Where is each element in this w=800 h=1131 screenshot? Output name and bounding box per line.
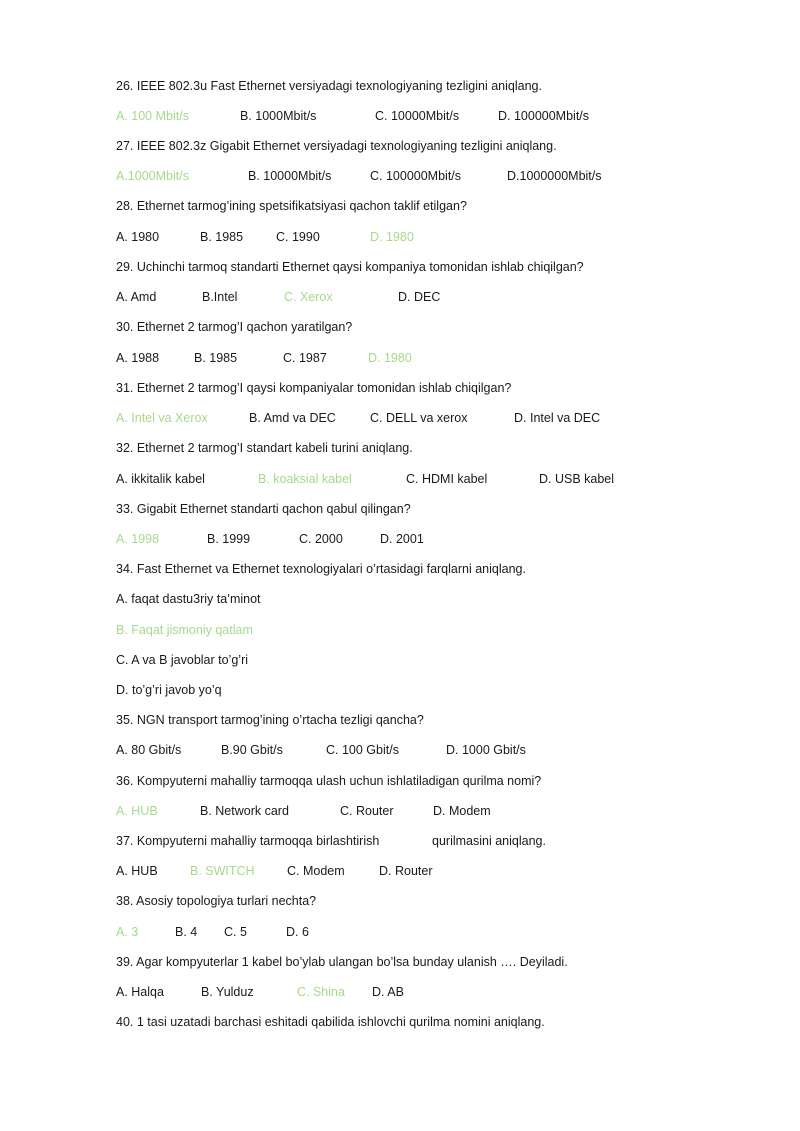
q29-option-c: C. Xerox [284,290,333,304]
question-28: 28. Ethernet tarmog’ining spetsifikatsiyasi qachon taklif etilgan? [116,199,467,213]
q32-option-a: A. ikkitalik kabel [116,472,205,486]
q29-option-d: D. DEC [398,290,441,304]
q35-option-d: D. 1000 Gbit/s [446,743,526,757]
question-40: 40. 1 tasi uzatadi barchasi eshitadi qabilida ishlovchi qurilma nomini aniqlang. [116,1015,545,1029]
q34-option-b: B. Faqat jismoniy qatlam [116,623,253,637]
q29-option-a: A. Amd [116,290,157,304]
q32-option-b: B. koaksial kabel [258,472,352,486]
question-37: 37. Kompyuterni mahalliy tarmoqqa birlashtirish [116,834,380,848]
q28-option-b: B. 1985 [200,230,244,244]
q39-option-c: C. Shina [297,985,345,999]
q39-option-d: D. AB [372,985,404,999]
q36-option-a: A. HUB [116,804,158,818]
q30-option-b: B. 1985 [194,351,238,365]
q26-option-c: C. 10000Mbit/s [375,109,460,123]
q26-option-a: A. 100 Mbit/s [116,109,189,123]
q30-option-c: C. 1987 [283,351,327,365]
q36-option-c: C. Router [340,804,394,818]
question-36: 36. Kompyuterni mahalliy tarmoqqa ulash uchun ishlatiladigan qurilma nomi? [116,774,542,788]
question-32: 32. Ethernet 2 tarmog’I standart kabeli turini aniqlang. [116,441,413,455]
question-30: 30. Ethernet 2 tarmog’I qachon yaratilgan? [116,320,353,334]
q38-option-b: B. 4 [175,925,198,939]
q31-option-d: D. Intel va DEC [514,411,601,425]
q35-option-a: A. 80 Gbit/s [116,743,182,757]
q32-option-c: C. HDMI kabel [406,472,488,486]
q37-option-a: A. HUB [116,864,158,878]
question-27: 27. IEEE 802.3z Gigabit Ethernet versiyadagi texnologiyaning tezligini aniqlang. [116,139,557,153]
q39-option-b: B. Yulduz [201,985,254,999]
q28-option-c: C. 1990 [276,230,320,244]
question-37-tail: qurilmasini aniqlang. [432,834,546,848]
q27-option-b: B. 10000Mbit/s [248,169,332,183]
q27-option-d: D.1000000Mbit/s [507,169,602,183]
q34-option-d: D. to’g’ri javob yo’q [116,683,222,697]
q37-option-b: B. SWITCH [190,864,255,878]
q33-option-a: A. 1998 [116,532,160,546]
q29-option-b: B.Intel [202,290,238,304]
q36-option-d: D. Modem [433,804,491,818]
q35-option-c: C. 100 Gbit/s [326,743,399,757]
q34-option-a: A. faqat dastu3riy ta’minot [116,592,261,606]
question-34: 34. Fast Ethernet va Ethernet texnologiyalari o’rtasidagi farqlarni aniqlang. [116,562,526,576]
q35-option-b: B.90 Gbit/s [221,743,283,757]
q28-option-d: D. 1980 [370,230,414,244]
q39-option-a: A. Halqa [116,985,164,999]
question-38: 38. Asosiy topologiya turlari nechta? [116,894,317,908]
q30-option-d: D. 1980 [368,351,412,365]
question-26: 26. IEEE 802.3u Fast Ethernet versiyadagi texnologiyaning tezligini aniqlang. [116,79,542,93]
q34-option-c: C. A va B javoblar to’g’ri [116,653,249,667]
q37-option-c: C. Modem [287,864,345,878]
q26-option-b: B. 1000Mbit/s [240,109,317,123]
q32-option-d: D. USB kabel [539,472,615,486]
q37-option-d: D. Router [379,864,433,878]
q30-option-a: A. 1988 [116,351,160,365]
q27-option-c: C. 100000Mbit/s [370,169,462,183]
question-35: 35. NGN transport tarmog’ining o’rtacha tezligi qancha? [116,713,424,727]
question-31: 31. Ethernet 2 tarmog’I qaysi kompaniyalar tomonidan ishlab chiqilgan? [116,381,512,395]
q36-option-b: B. Network card [200,804,289,818]
q27-option-a: A.1000Mbit/s [116,169,189,183]
question-33: 33. Gigabit Ethernet standarti qachon qabul qilingan? [116,502,411,516]
question-29: 29. Uchinchi tarmoq standarti Ethernet qaysi kompaniya tomonidan ishlab chiqilgan? [116,260,584,274]
q26-option-d: D. 100000Mbit/s [498,109,590,123]
q33-option-d: D. 2001 [380,532,424,546]
q38-option-c: C. 5 [224,925,247,939]
q28-option-a: A. 1980 [116,230,160,244]
q33-option-b: B. 1999 [207,532,251,546]
question-39: 39. Agar kompyuterlar 1 kabel bo’ylab ulangan bo’lsa bunday ulanish …. Deyiladi. [116,955,568,969]
q31-option-b: B. Amd va DEC [249,411,336,425]
q38-option-a: A. 3 [116,925,139,939]
q33-option-c: C. 2000 [299,532,343,546]
q31-option-a: A. Intel va Xerox [116,411,208,425]
q31-option-c: C. DELL va xerox [370,411,468,425]
q38-option-d: D. 6 [286,925,309,939]
